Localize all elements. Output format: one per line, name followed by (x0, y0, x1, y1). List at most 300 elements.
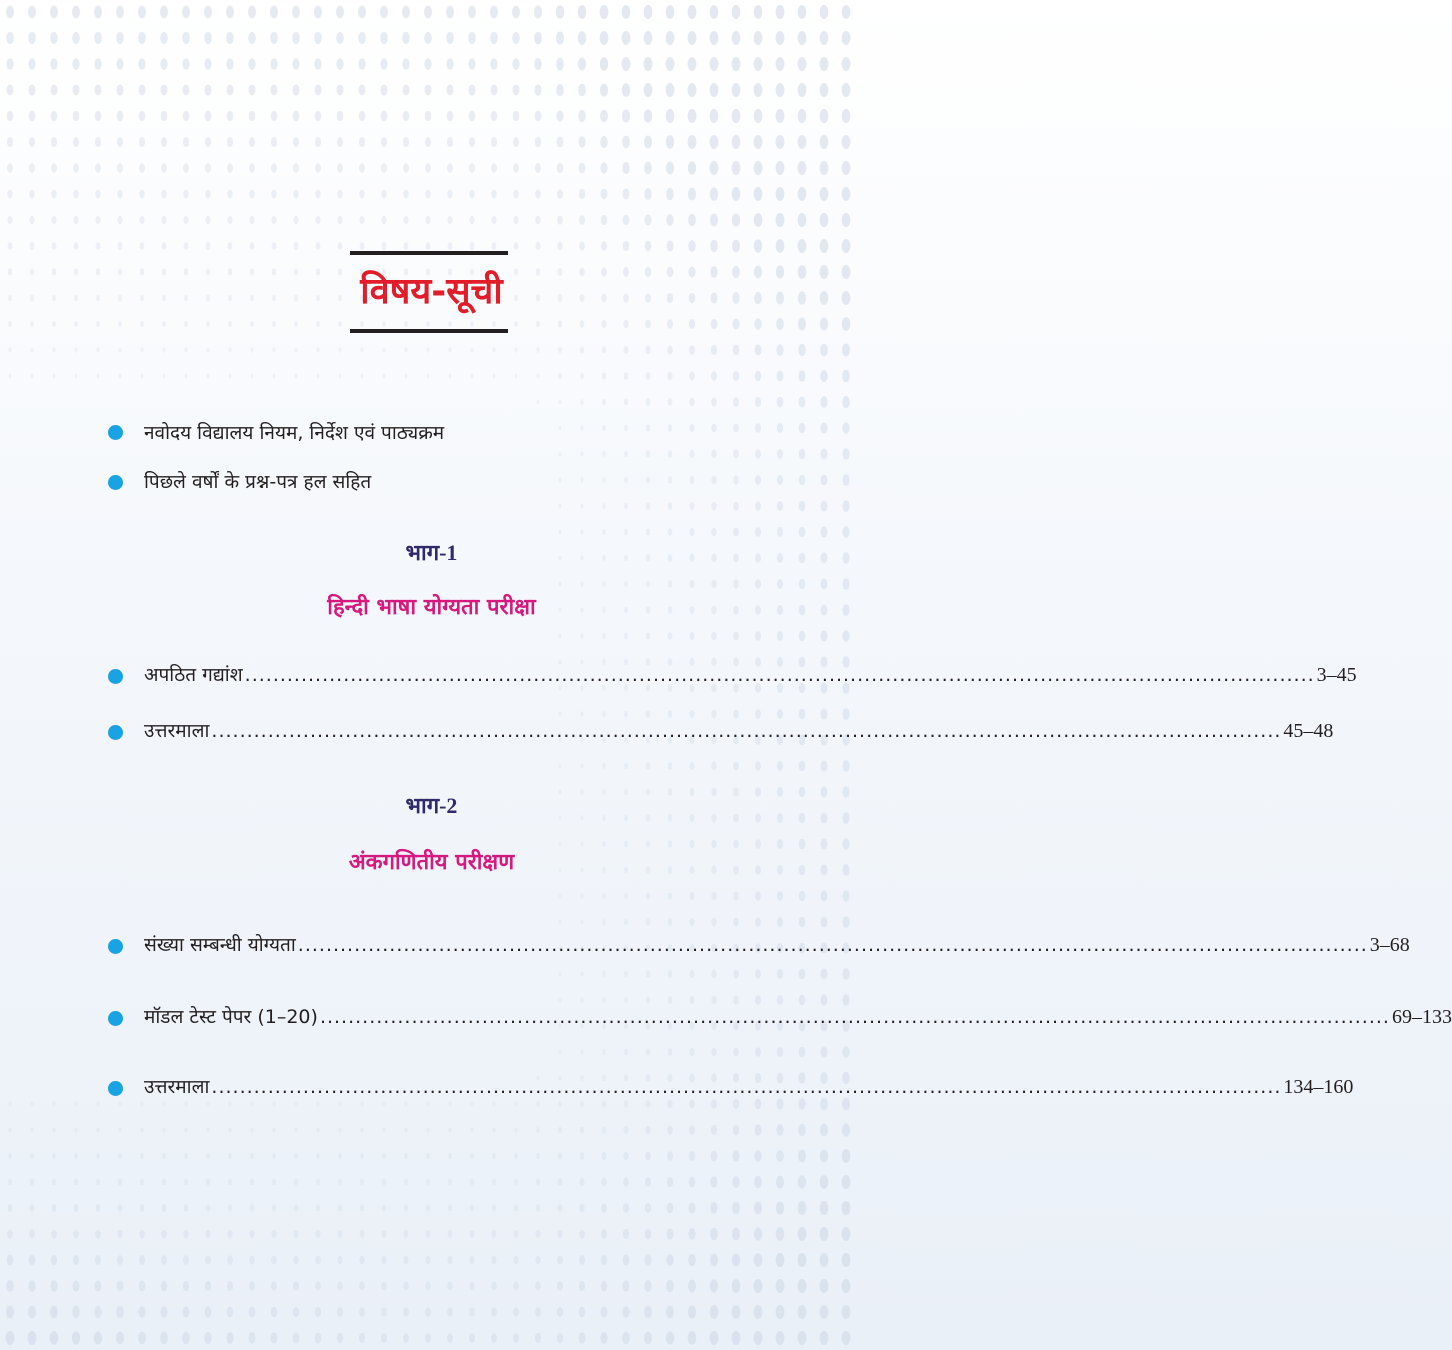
background-dot (118, 1179, 122, 1186)
background-dot (733, 345, 740, 356)
background-dot (403, 84, 410, 95)
background-dot (248, 32, 256, 44)
background-dot (470, 1127, 473, 1133)
background-dot (624, 425, 628, 431)
background-dot (580, 919, 583, 924)
background-dot (73, 163, 79, 172)
background-dot (30, 321, 34, 327)
background-dot (359, 190, 365, 199)
background-dot (645, 319, 651, 328)
background-dot (381, 137, 387, 147)
background-dot (294, 1101, 297, 1106)
background-dot (580, 373, 584, 379)
background-dot (842, 1123, 850, 1136)
background-dot (580, 1101, 584, 1108)
background-dot (755, 1124, 762, 1135)
background-dot (798, 1175, 806, 1188)
background-dot (184, 347, 187, 353)
background-dot (426, 242, 431, 250)
background-dot (513, 1282, 518, 1291)
background-dot (668, 424, 673, 432)
background-dot (316, 347, 319, 353)
background-dot (732, 1228, 740, 1241)
background-dot (688, 5, 697, 19)
background-dot (425, 84, 432, 95)
background-dot (29, 190, 35, 199)
background-dot (468, 6, 476, 19)
background-dot (667, 1125, 673, 1134)
background-dot (7, 190, 13, 199)
background-dot (710, 31, 719, 45)
background-dot (270, 6, 278, 19)
background-dot (602, 711, 606, 717)
background-dot (733, 1099, 739, 1109)
background-dot (624, 919, 628, 925)
background-dot (404, 1101, 407, 1106)
background-dot (116, 1306, 124, 1318)
background-dot (404, 347, 407, 353)
part-2-title: अंकगणितीय परीक्षण (348, 850, 515, 875)
background-dot (492, 1179, 496, 1186)
background-dot (842, 578, 849, 590)
background-dot (644, 136, 652, 149)
background-dot (799, 969, 806, 980)
background-dot (97, 374, 100, 379)
background-dot (535, 111, 542, 122)
background-dot (754, 1331, 763, 1345)
background-dot (139, 137, 145, 147)
background-dot (666, 240, 673, 251)
background-dot (72, 1280, 79, 1291)
background-dot (96, 1153, 100, 1159)
background-dot (710, 1254, 718, 1267)
background-dot (50, 32, 58, 44)
background-dot (160, 1332, 168, 1345)
bullet-icon (108, 1011, 123, 1026)
background-dot (711, 398, 717, 407)
background-dot (161, 84, 168, 95)
background-dot (250, 1127, 253, 1133)
background-dot (710, 135, 719, 149)
background-dot (425, 163, 431, 172)
background-dot (535, 137, 541, 147)
background-dot (690, 424, 695, 432)
background-dot (578, 5, 587, 19)
background-dot (624, 477, 628, 483)
background-dot (52, 321, 56, 327)
background-dot (403, 1282, 408, 1291)
background-dot (470, 321, 474, 327)
background-dot (711, 996, 716, 1005)
background-dot (732, 83, 741, 97)
background-dot (558, 399, 561, 404)
background-dot (72, 32, 80, 44)
background-dot (668, 580, 673, 588)
background-dot (95, 137, 101, 147)
background-dot (161, 111, 168, 122)
background-dot (777, 579, 783, 589)
background-dot (249, 1281, 255, 1291)
background-dot (162, 1204, 167, 1212)
title-bottom-rule (350, 329, 508, 333)
background-dot (513, 1333, 519, 1343)
background-dot (842, 1201, 851, 1215)
background-dot (579, 1204, 584, 1213)
background-dot (425, 111, 432, 122)
background-dot (512, 32, 520, 44)
background-dot (403, 216, 408, 224)
background-dot (425, 190, 431, 199)
background-dot (337, 163, 343, 172)
background-dot (271, 163, 277, 172)
background-dot (513, 163, 519, 172)
background-dot (425, 1256, 430, 1264)
background-dot (470, 1179, 474, 1186)
background-dot (491, 190, 497, 199)
background-dot (160, 6, 168, 19)
background-dot (139, 190, 145, 199)
background-dot (645, 1151, 651, 1160)
background-dot (50, 1331, 59, 1345)
background-dot (381, 190, 387, 199)
background-dot (580, 347, 584, 354)
background-dot (559, 712, 562, 717)
background-dot (293, 1230, 298, 1238)
background-dot (580, 451, 583, 456)
background-dot (842, 5, 851, 19)
background-dot (558, 1050, 561, 1055)
background-dot (777, 371, 784, 382)
background-dot (117, 1255, 123, 1265)
background-dot (667, 346, 673, 355)
background-dot (821, 448, 828, 459)
toc-entry[interactable] (144, 662, 1357, 688)
background-dot (646, 711, 650, 718)
background-dot (580, 1152, 585, 1160)
background-dot (8, 321, 12, 327)
background-dot (732, 5, 741, 19)
background-dot (776, 5, 785, 19)
background-dot (732, 31, 741, 45)
background-dot (600, 57, 609, 71)
background-dot (382, 242, 387, 250)
background-dot (359, 1281, 365, 1290)
background-dot (820, 135, 829, 149)
background-dot (227, 1307, 234, 1318)
background-dot (776, 1253, 785, 1267)
background-dot (425, 137, 431, 147)
background-dot (821, 578, 828, 589)
background-dot (646, 633, 650, 640)
toc-entry[interactable] (144, 1004, 1452, 1030)
background-dot (776, 1279, 785, 1293)
background-dot (798, 1253, 807, 1267)
background-dot (315, 111, 322, 122)
background-dot (558, 1152, 562, 1159)
background-dot (206, 1153, 210, 1159)
background-dot (601, 1152, 606, 1160)
background-dot (227, 84, 234, 95)
background-dot (536, 373, 539, 378)
background-dot (139, 1281, 146, 1292)
background-dot (52, 242, 57, 250)
background-dot (75, 374, 78, 379)
background-dot (447, 190, 453, 199)
background-dot (139, 216, 144, 224)
background-dot (118, 1204, 123, 1212)
background-dot (270, 32, 278, 44)
background-dot (733, 761, 739, 770)
background-dot (799, 761, 806, 772)
background-dot (272, 1127, 275, 1133)
background-dot (798, 109, 807, 123)
background-dot (711, 424, 716, 433)
background-dot (338, 347, 341, 353)
background-dot (294, 1153, 298, 1159)
background-dot (602, 346, 607, 353)
background-dot (711, 580, 716, 589)
background-dot (29, 111, 36, 122)
background-dot (624, 711, 628, 717)
background-dot (559, 920, 562, 925)
background-dot (72, 1331, 81, 1345)
background-dot (361, 374, 364, 379)
background-dot (140, 321, 144, 327)
background-dot (690, 996, 695, 1004)
background-dot (382, 347, 385, 353)
background-dot (448, 1204, 452, 1211)
background-dot (7, 1255, 14, 1266)
background-dot (799, 1047, 806, 1058)
background-dot (490, 32, 498, 44)
background-dot (94, 1306, 102, 1318)
background-dot (404, 1127, 407, 1133)
background-dot (140, 347, 143, 353)
background-dot (316, 1230, 321, 1238)
background-dot (776, 135, 785, 149)
bullet-icon (108, 939, 123, 954)
toc-entry-label: मॉडल टेस्ट पेपर (1–20) (144, 1006, 318, 1028)
background-dot (51, 1255, 57, 1265)
background-dot (755, 501, 761, 511)
background-dot (94, 32, 102, 44)
background-dot (226, 58, 233, 70)
background-dot (514, 1127, 517, 1133)
background-dot (799, 527, 806, 538)
background-dot (600, 1332, 607, 1344)
background-dot (381, 1307, 387, 1316)
background-dot (513, 1307, 519, 1316)
background-dot (205, 163, 211, 172)
background-dot (754, 31, 763, 45)
background-dot (710, 1279, 718, 1292)
background-dot (799, 397, 806, 408)
background-dot (471, 374, 474, 379)
background-dot (559, 582, 562, 587)
background-dot (228, 347, 231, 353)
background-dot (273, 374, 276, 379)
toc-entry[interactable] (144, 718, 1334, 744)
background-dot (842, 343, 850, 356)
background-dot (535, 1281, 541, 1290)
background-dot (842, 317, 851, 331)
background-dot (404, 1153, 408, 1159)
background-dot (602, 919, 606, 925)
background-dot (666, 1254, 673, 1266)
background-dot (733, 501, 739, 510)
background-dot (776, 1227, 785, 1241)
background-dot (600, 5, 609, 19)
background-dot (316, 1127, 319, 1133)
background-dot (667, 1100, 672, 1109)
background-dot (317, 374, 320, 379)
background-dot (776, 31, 785, 45)
background-dot (53, 374, 56, 379)
background-dot (448, 1153, 452, 1159)
background-dot (534, 5, 542, 18)
bullet-icon (108, 669, 123, 684)
background-dot (381, 84, 388, 95)
background-dot (798, 187, 807, 201)
background-dot (559, 530, 562, 535)
background-dot (336, 58, 343, 70)
background-dot (8, 1204, 13, 1212)
toc-entry-label: संख्या सम्बन्धी योग्यता (144, 934, 296, 956)
background-dot (777, 917, 783, 927)
background-dot (666, 135, 674, 148)
background-dot (403, 1256, 408, 1264)
background-dot (491, 137, 497, 147)
background-dot (226, 6, 234, 19)
background-dot (556, 31, 564, 44)
background-dot (732, 187, 741, 201)
background-dot (776, 109, 785, 123)
background-dot (602, 971, 606, 977)
background-dot (184, 1101, 187, 1106)
background-dot (293, 190, 299, 199)
background-dot (579, 215, 585, 225)
background-dot (777, 501, 783, 511)
background-dot (842, 760, 849, 772)
background-dot (557, 1204, 562, 1212)
background-dot (733, 631, 739, 640)
background-dot (338, 1127, 341, 1133)
background-dot (338, 1204, 343, 1211)
background-dot (710, 1202, 717, 1214)
background-dot (559, 504, 562, 509)
background-dot (337, 1307, 343, 1317)
background-dot (427, 374, 430, 379)
background-dot (710, 1305, 719, 1319)
background-dot (139, 1255, 145, 1265)
background-dot (403, 1333, 409, 1343)
background-dot (424, 58, 431, 70)
background-dot (842, 448, 849, 460)
background-dot (559, 894, 562, 899)
background-dot (842, 239, 851, 253)
intro-item: पिछले वर्षों के प्रश्न-पत्र हल सहित (144, 471, 372, 493)
background-dot (798, 1279, 807, 1293)
background-dot (293, 1333, 300, 1344)
background-dot (711, 762, 716, 771)
background-dot (710, 5, 719, 19)
background-dot (492, 1230, 497, 1238)
background-dot (30, 1179, 34, 1186)
background-dot (139, 84, 146, 95)
background-dot (602, 373, 606, 380)
background-dot (644, 1332, 652, 1345)
background-dot (469, 163, 475, 172)
background-dot (293, 216, 298, 224)
background-dot (491, 216, 496, 224)
background-dot (426, 1101, 429, 1106)
background-dot (798, 57, 807, 71)
background-dot (161, 1255, 167, 1265)
background-dot (227, 137, 233, 147)
background-dot (733, 397, 739, 406)
background-dot (338, 242, 343, 250)
background-dot (7, 84, 14, 95)
background-dot (492, 1101, 495, 1106)
background-dot (580, 997, 583, 1002)
background-dot (602, 529, 606, 535)
background-dot (821, 1046, 828, 1057)
background-dot (711, 476, 716, 485)
background-dot (447, 1333, 453, 1343)
background-dot (161, 1230, 166, 1239)
background-dot (601, 241, 607, 251)
background-dot (73, 1230, 79, 1239)
background-dot (315, 163, 321, 172)
background-dot (644, 188, 651, 200)
background-dot (732, 57, 741, 71)
toc-entry[interactable] (144, 1074, 1354, 1100)
background-dot (316, 1153, 320, 1159)
background-dot (205, 1255, 211, 1264)
background-dot (754, 1305, 763, 1319)
background-dot (315, 1256, 320, 1265)
background-dot (624, 503, 628, 509)
background-dot (138, 58, 145, 70)
background-dot (559, 764, 562, 769)
background-dot (73, 1255, 79, 1265)
background-dot (95, 1255, 101, 1265)
background-dot (820, 5, 829, 19)
background-dot (622, 162, 629, 174)
background-dot (624, 893, 628, 899)
background-dot (776, 1150, 784, 1162)
background-dot (51, 111, 58, 122)
background-dot (754, 1202, 762, 1215)
toc-entry[interactable] (144, 932, 1410, 958)
background-dot (162, 242, 167, 250)
background-dot (624, 633, 628, 639)
background-dot (514, 1230, 519, 1238)
background-dot (360, 347, 363, 353)
background-dot (468, 58, 475, 70)
background-dot (248, 6, 256, 19)
background-dot (558, 1127, 562, 1134)
background-dot (426, 1230, 431, 1238)
background-dot (161, 1281, 168, 1292)
background-dot (492, 347, 495, 353)
background-dot (491, 111, 498, 122)
background-dot (600, 83, 608, 96)
background-dot (315, 190, 321, 199)
background-dot (580, 477, 583, 482)
background-dot (6, 6, 14, 19)
background-dot (557, 1255, 563, 1264)
